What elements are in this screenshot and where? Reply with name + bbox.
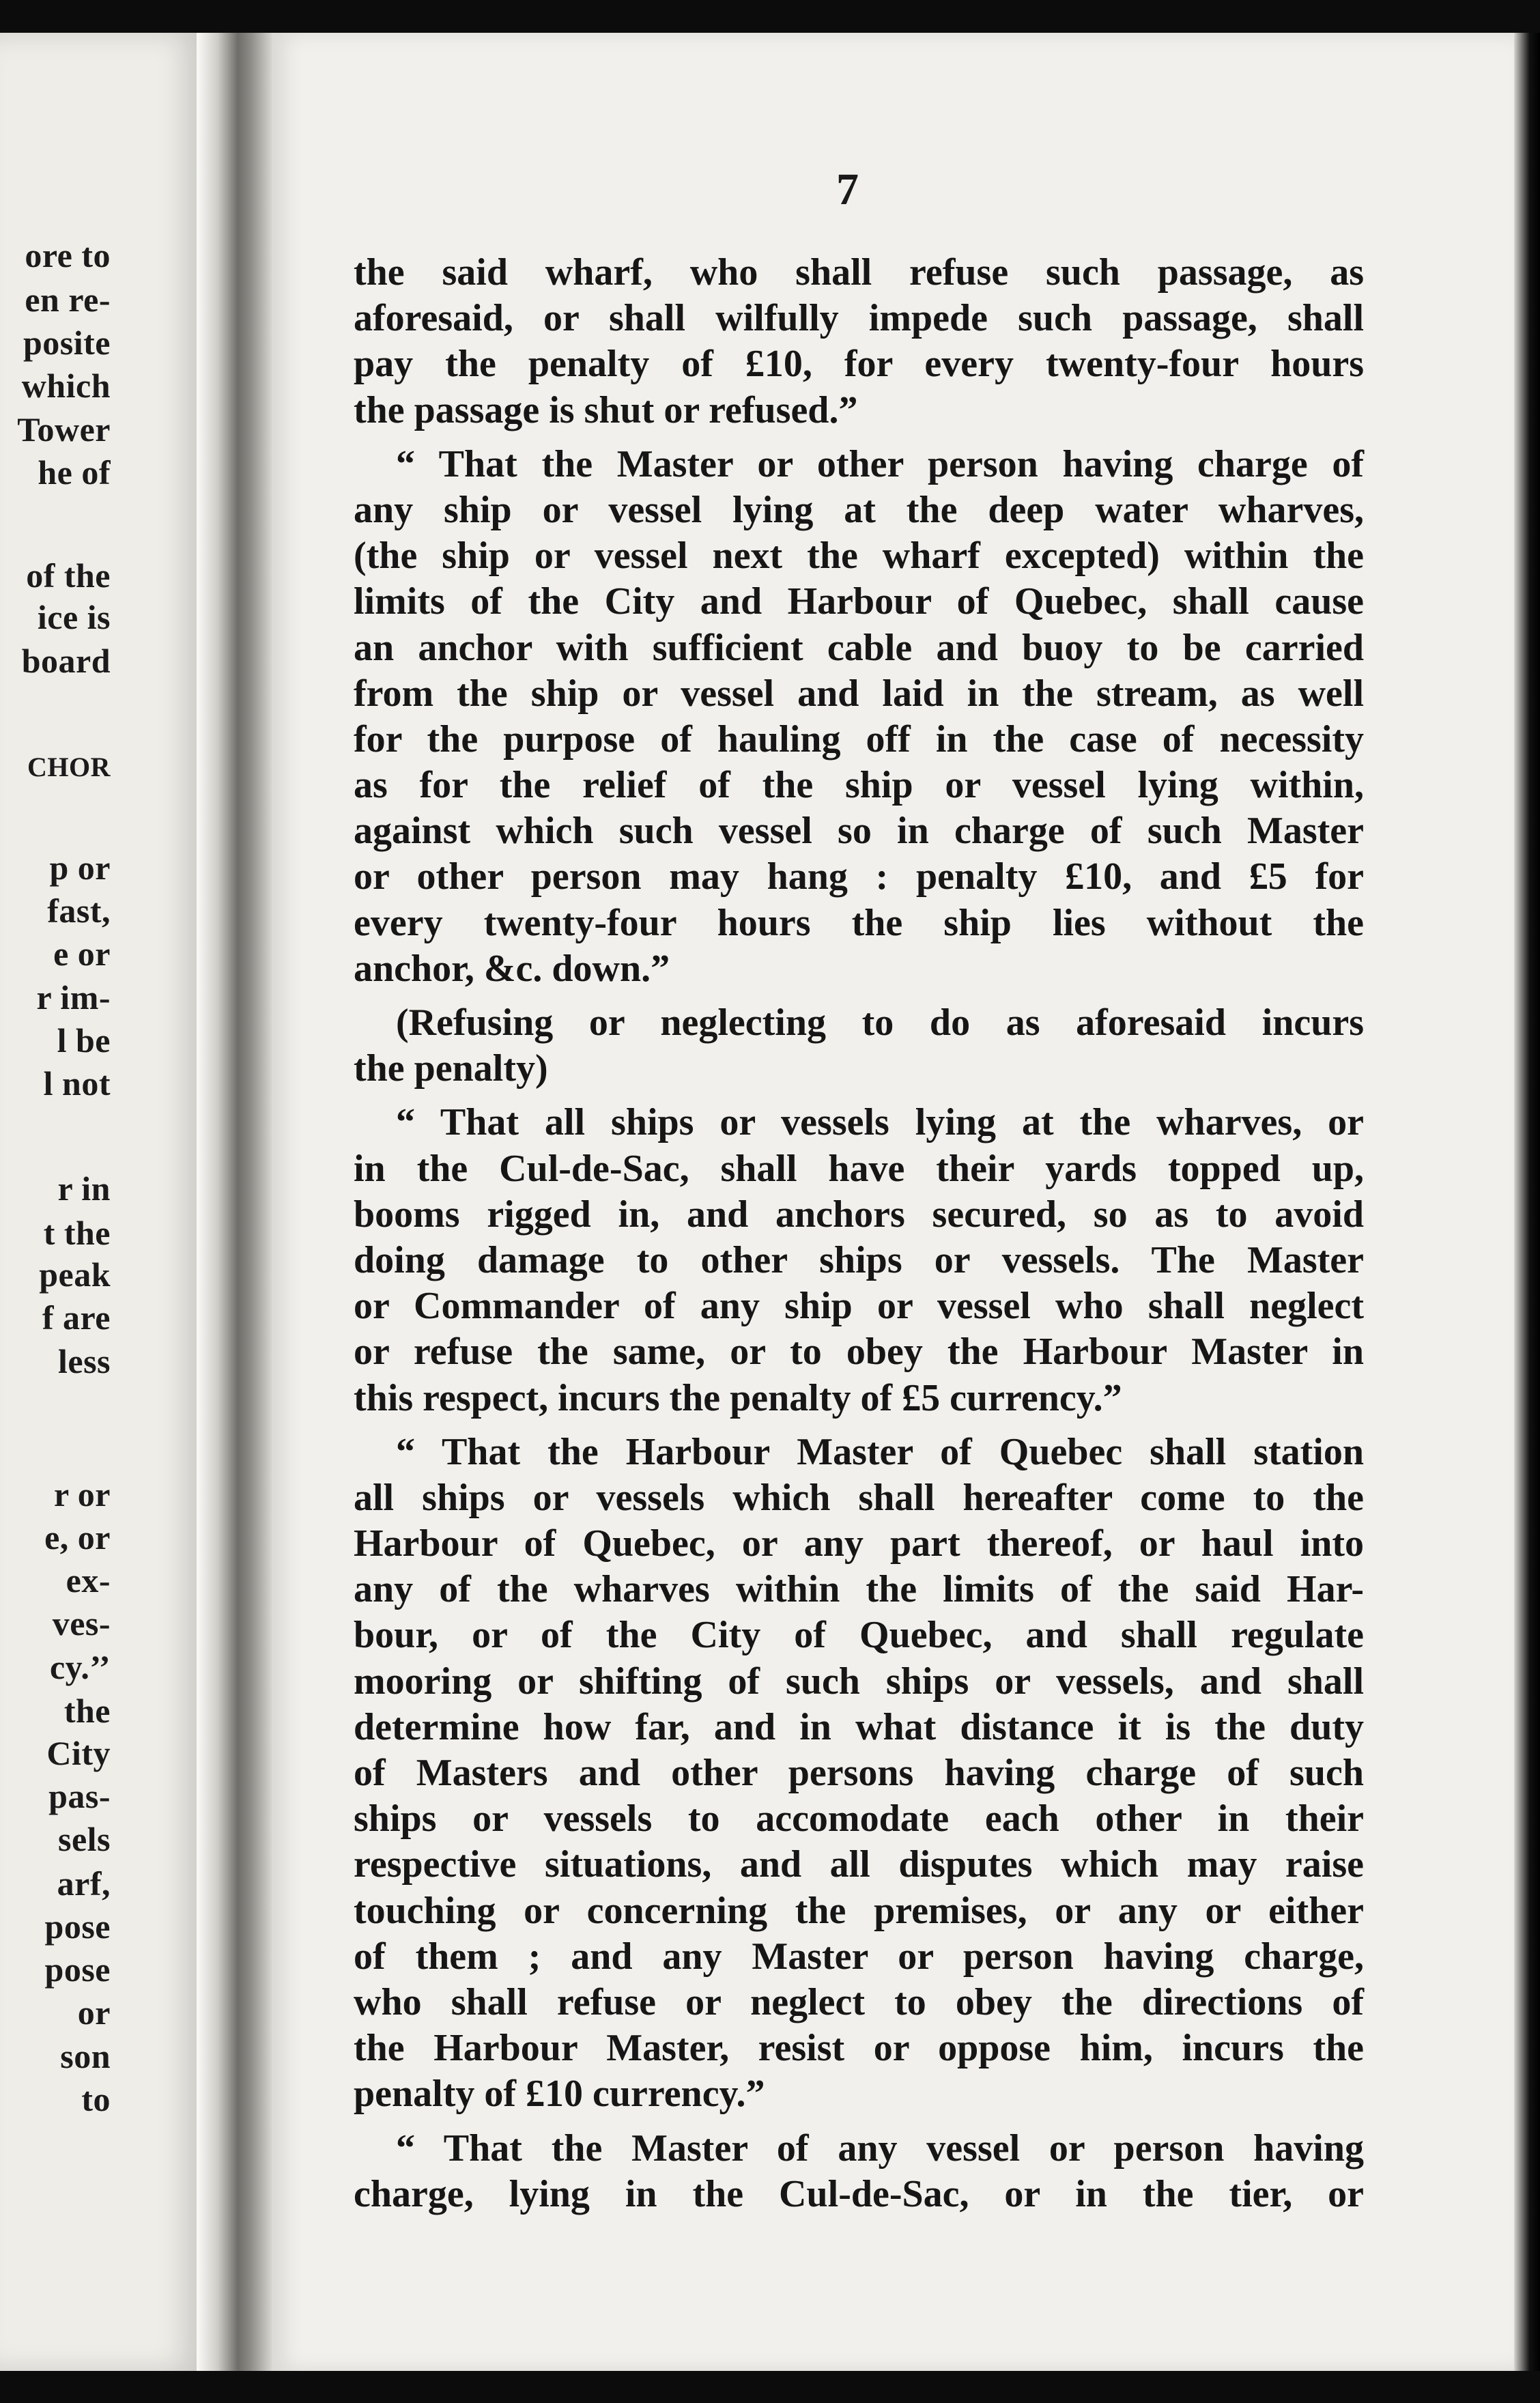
facing-page-fragment: r or: [54, 1475, 111, 1513]
body-text: [354, 250, 1364, 2217]
page-edge-shadow: [1514, 33, 1540, 2371]
facing-page-fragment: less: [58, 1342, 111, 1380]
facing-page-fragment: fast,: [47, 892, 111, 930]
facing-page-fragment: e or: [53, 935, 111, 973]
facing-page-fragment: peak: [39, 1255, 111, 1294]
facing-page-fragment: posite: [23, 324, 111, 362]
facing-page-fragment: r im-: [36, 978, 111, 1016]
facing-page-fragment: l be: [57, 1021, 111, 1060]
facing-page-fragment: the: [63, 1692, 111, 1730]
facing-page-fragment: cy.’’: [49, 1648, 111, 1686]
facing-page-fragment: f are: [42, 1298, 111, 1337]
facing-page-fragment: p or: [49, 849, 111, 887]
text-line: mooring or shifting of such ships or vessels, and shall: [354, 1660, 1364, 1703]
facing-page-fragment: CHOR: [27, 752, 111, 782]
text-line: Harbour of Quebec, or any part thereof, or haul into: [354, 1522, 1364, 1565]
facing-page-fragment: sels: [58, 1820, 111, 1858]
text-line: or Commander of any ship or vessel who shall neglect: [354, 1285, 1364, 1328]
text-line: respective situations, and all disputes which may raise: [354, 1843, 1364, 1886]
text-line: against which such vessel so in charge of such Master: [354, 810, 1364, 853]
text-line: (the ship or vessel next the wharf excepted) within the: [354, 535, 1364, 578]
text-line: “ That the Master or other person having charge of: [396, 442, 1364, 485]
paragraph: [354, 250, 1364, 433]
text-line: “ That the Harbour Master of Quebec shall station: [396, 1430, 1364, 1473]
text-line: doing damage to other ships or vessels. The Master: [354, 1238, 1364, 1281]
text-line: all ships or vessels which shall hereafter come to the: [354, 1476, 1364, 1519]
text-line: the penalty): [354, 1047, 548, 1090]
facing-page-fragment: of the: [26, 556, 111, 595]
facing-page-fragment: l not: [43, 1064, 111, 1103]
facing-page-fragment: arf,: [57, 1864, 111, 1903]
text-line: aforesaid, or shall wilfully impede such passage, shall: [354, 297, 1364, 340]
text-line: any ship or vessel lying at the deep water wharves,: [354, 488, 1364, 531]
text-line: penalty of £10 currency.”: [354, 2073, 765, 2116]
facing-page-fragment: ex-: [66, 1561, 111, 1599]
page-number: 7: [836, 165, 859, 214]
text-line: booms rigged in, and anchors secured, so as to avoid: [354, 1193, 1364, 1236]
text-line: bour, or of the City of Quebec, and shall regulate: [354, 1614, 1364, 1657]
text-line: pay the penalty of £10, for every twenty-four hours: [354, 343, 1364, 386]
text-line: determine how far, and in what distance it is the duty: [354, 1705, 1364, 1748]
text-line: the Harbour Master, resist or oppose him, incurs the: [354, 2027, 1364, 2070]
facing-page-fragment: t the: [43, 1214, 111, 1252]
text-line: limits of the City and Harbour of Quebec, shall cause: [354, 580, 1364, 623]
text-line: “ That all ships or vessels lying at the wharves, or: [396, 1101, 1364, 1144]
paragraph: [354, 2126, 1364, 2217]
text-line: ships or vessels to accomodate each other in their: [354, 1797, 1364, 1840]
facing-page-fragment: City: [46, 1734, 111, 1772]
facing-page-fragment: ore to: [25, 236, 111, 274]
text-line: an anchor with sufficient cable and buoy to be carried: [354, 626, 1364, 669]
facing-page-fragment: pas-: [48, 1777, 111, 1815]
paragraph: [354, 1100, 1364, 1421]
facing-page-fragment: he of: [38, 453, 111, 492]
paragraph: [354, 1430, 1364, 2118]
text-line: or other person may hang : penalty £10, and £5 for: [354, 855, 1364, 898]
facing-page-fragment: which: [21, 367, 111, 405]
text-line: charge, lying in the Cul-de-Sac, or in the tier, or: [354, 2172, 1364, 2215]
text-line: in the Cul-de-Sac, shall have their yards topped up,: [354, 1147, 1364, 1190]
text-line: “ That the Master of any vessel or person having: [396, 2127, 1364, 2170]
text-line: touching or concerning the premises, or any or either: [354, 1889, 1364, 1932]
text-line: the said wharf, who shall refuse such passage, as: [354, 251, 1364, 294]
facing-page-fragment: ves-: [52, 1604, 111, 1643]
paragraph: [354, 442, 1364, 992]
facing-page-fragment: en re-: [25, 281, 111, 319]
text-line: anchor, &c. down.”: [354, 947, 670, 990]
facing-page-fragment: pose: [44, 1907, 111, 1946]
facing-page-fragment: board: [21, 642, 111, 680]
facing-page-fragment: to: [81, 2080, 111, 2118]
paragraph: [354, 1000, 1364, 1092]
text-line: (Refusing or neglecting to do as aforesaid incurs: [396, 1001, 1364, 1044]
facing-page-fragment: e, or: [44, 1518, 111, 1556]
text-line: for the purpose of hauling off in the case of necessity: [354, 717, 1364, 760]
text-line: who shall refuse or neglect to obey the directions of: [354, 1980, 1364, 2023]
text-line: this respect, incurs the penalty of £5 currency.”: [354, 1376, 1122, 1419]
facing-page-fragment: or: [77, 1993, 111, 2032]
book-gutter: [197, 33, 272, 2371]
facing-page-fragment: pose: [44, 1950, 111, 1989]
text-line: every twenty-four hours the ship lies without the: [354, 901, 1364, 944]
facing-page-fragment: son: [60, 2037, 111, 2075]
facing-page-fragment: r in: [57, 1169, 111, 1208]
facing-page-fragment: Tower: [17, 410, 111, 449]
facing-page: [0, 33, 205, 2371]
text-line: any of the wharves within the limits of the said Har-: [354, 1568, 1364, 1611]
text-line: of Masters and other persons having charge of such: [354, 1752, 1364, 1794]
text-line: or refuse the same, or to obey the Harbour Master in: [354, 1331, 1364, 1374]
text-line: the passage is shut or refused.”: [354, 388, 858, 431]
text-line: as for the relief of the ship or vessel lying within,: [354, 764, 1364, 807]
text-line: from the ship or vessel and laid in the stream, as well: [354, 672, 1364, 715]
facing-page-fragment: ice is: [37, 598, 111, 636]
text-line: of them ; and any Master or person having charge,: [354, 1935, 1364, 1978]
